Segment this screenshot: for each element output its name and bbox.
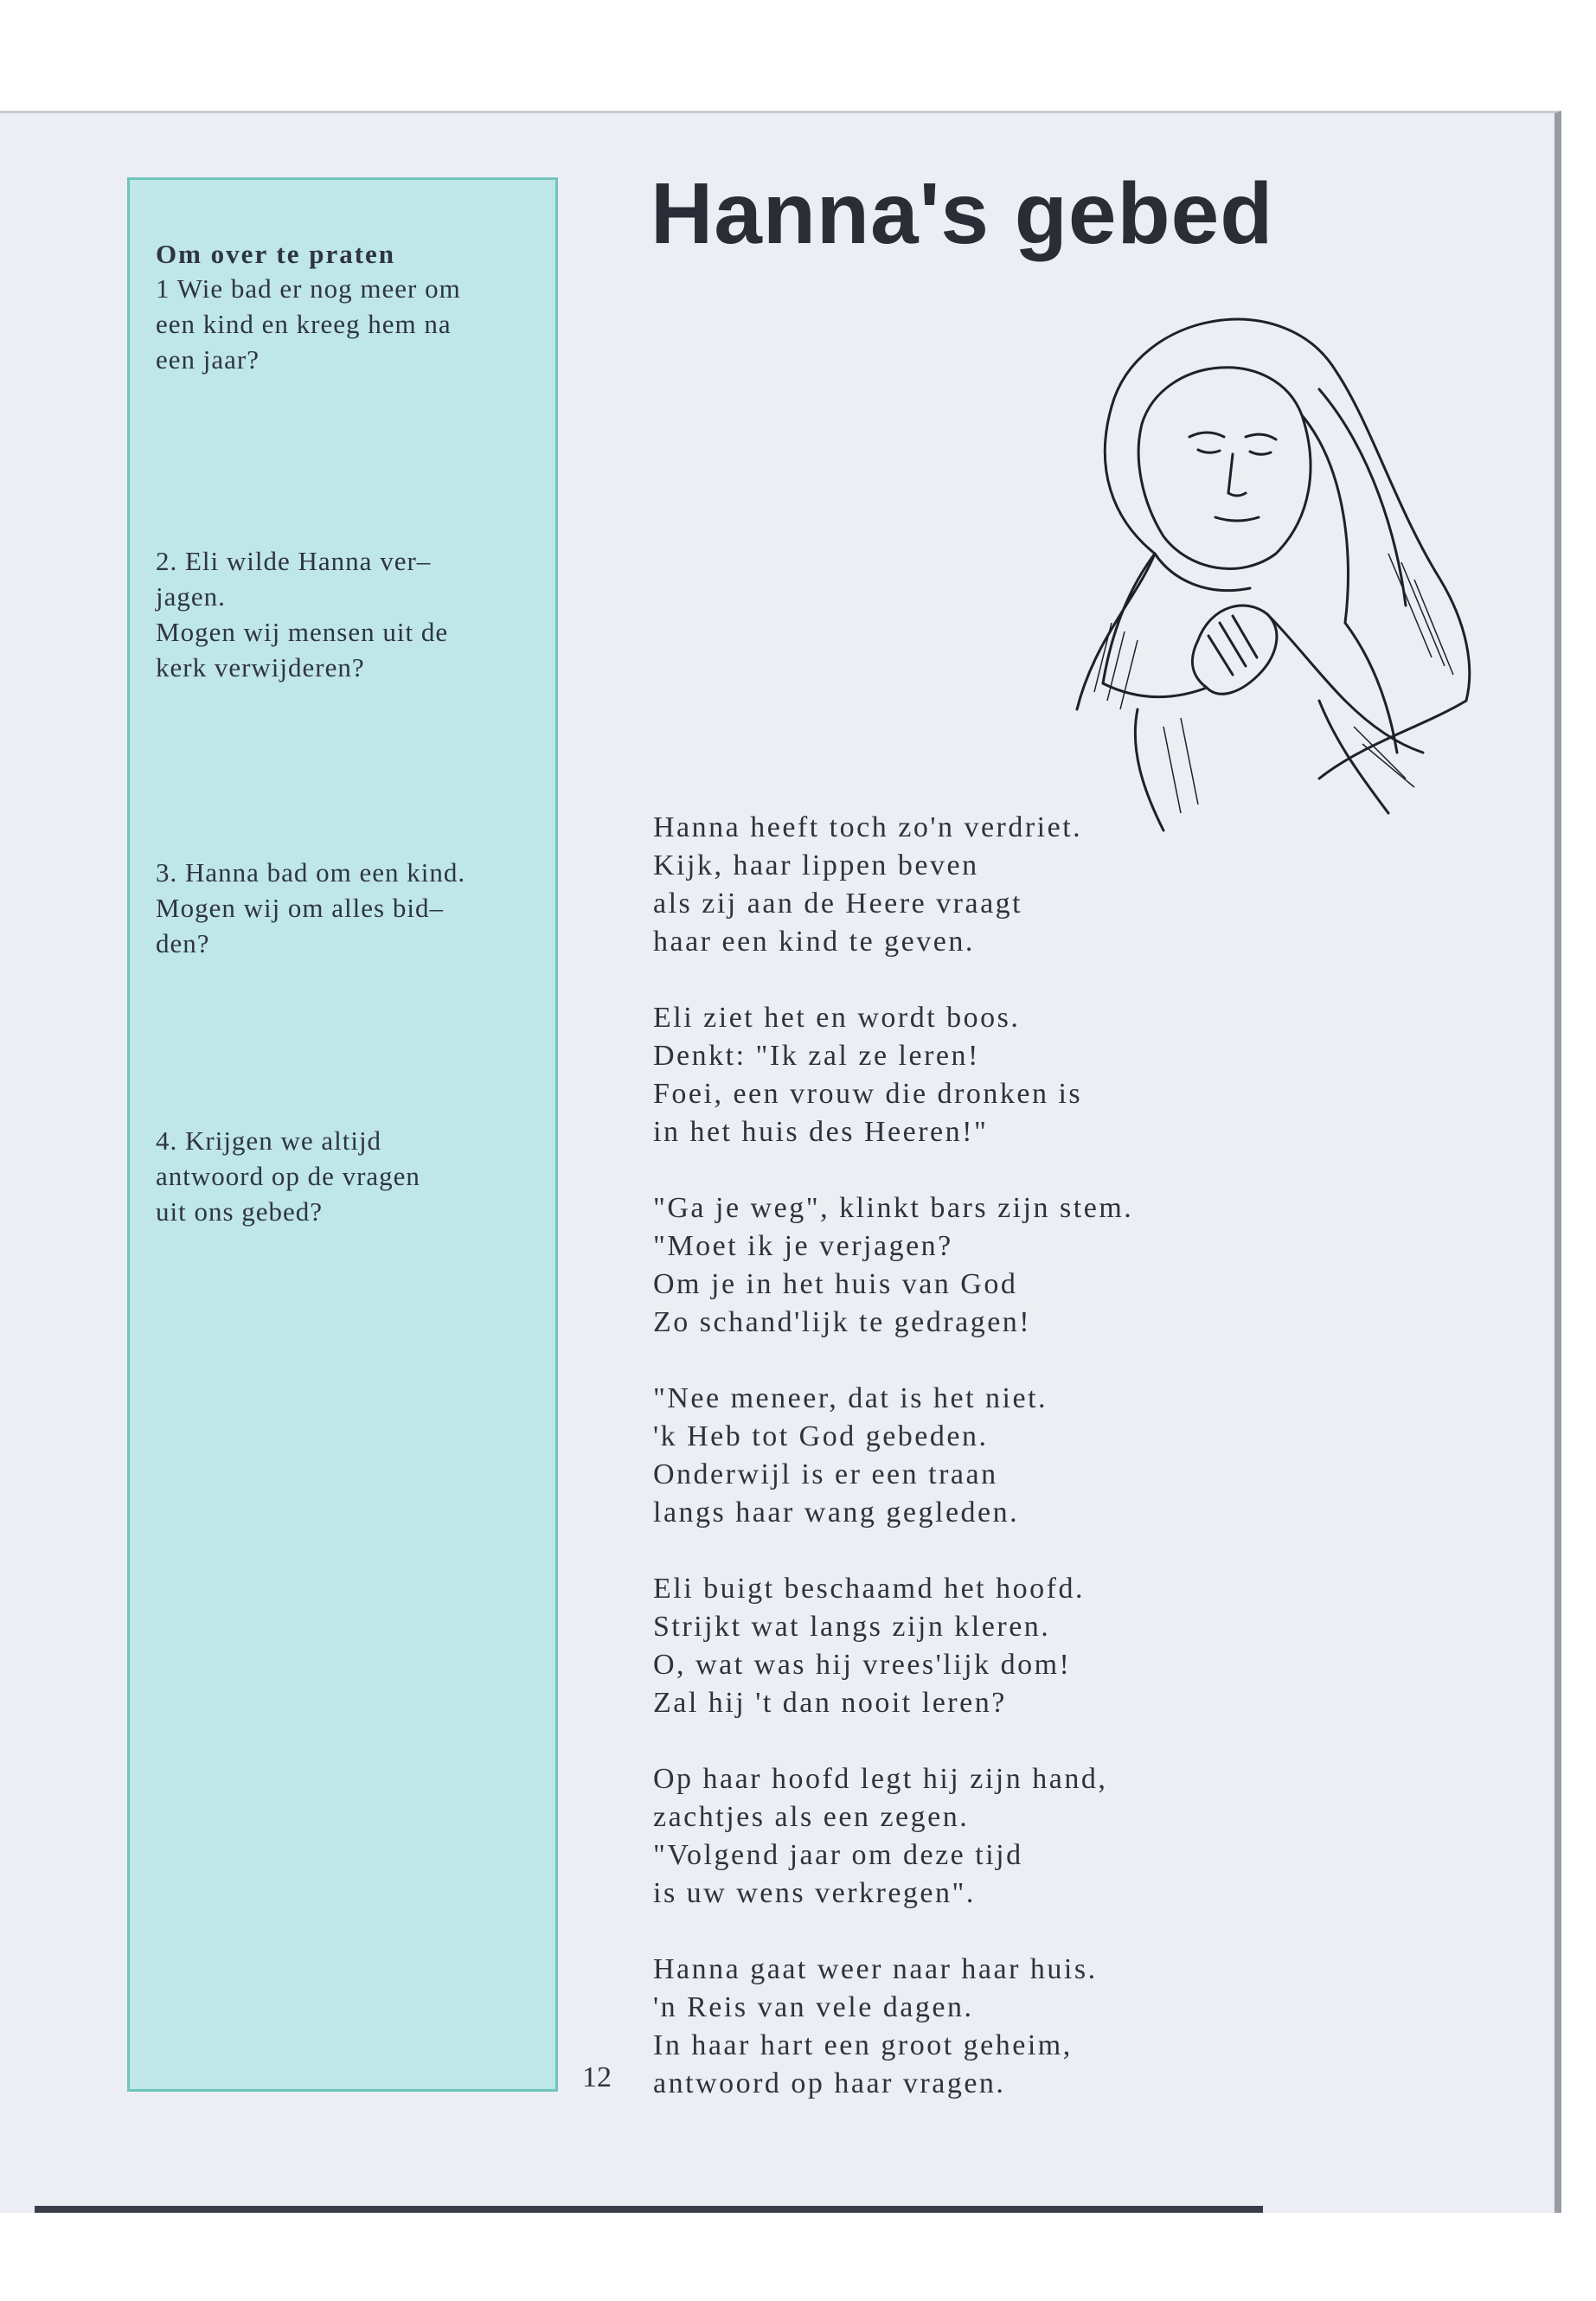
stanza: Eli buigt beschaamd het hoofd. Strijkt wat langs zijn kleren. O, wat was hij vrees'lijk dom! Zal hij 't dan nooit leren?	[653, 1573, 1085, 1719]
stanza: Hanna heeft toch zo'n verdriet. Kijk, haar lippen beven als zij aan de Heere vraagt haar een kind te geven.	[653, 811, 1083, 958]
stanza: Op haar hoofd legt hij zijn hand, zachtjes als een zegen. "Volgend jaar om deze tijd is uw wens verkregen".	[653, 1763, 1108, 1909]
page-title: Hanna's gebed	[651, 165, 1274, 262]
praying-woman-illustration-icon	[1060, 294, 1484, 856]
page-shadow	[35, 2206, 1263, 2213]
question-2: 2. Eli wilde Hanna ver– jagen. Mogen wij mensen uit de kerk verwijderen?	[156, 546, 449, 683]
poem	[653, 809, 1133, 2141]
stanza: "Ga je weg", klinkt bars zijn stem. "Moet ik je verjagen? Om je in het huis van God Zo schand'lijk te gedragen!	[653, 1192, 1134, 1338]
question-4: 4. Krijgen we altijd antwoord op de vragen uit ons gebed?	[156, 1125, 420, 1227]
page-number: 12	[582, 2061, 612, 2093]
discussion-heading: Om over te praten	[156, 239, 396, 269]
question-3: 3. Hanna bad om een kind. Mogen wij om alles bid– den?	[156, 857, 466, 958]
discussion-box	[127, 177, 558, 2092]
stanza: Eli ziet het en wordt boos. Denkt: "Ik zal ze leren! Foei, een vrouw die dronken is in het huis des Heeren!"	[653, 1002, 1083, 1148]
question-1: 1 Wie bad er nog meer om een kind en kreeg hem na een jaar?	[156, 273, 461, 375]
stanza: Hanna gaat weer naar haar huis. 'n Reis van vele dagen. In haar hart een groot geheim, antwoord op haar vragen.	[653, 1953, 1098, 2099]
stanza: "Nee meneer, dat is het niet. 'k Heb tot God gebeden. Onderwijl is er een traan langs haar wang gegleden.	[653, 1382, 1048, 1529]
